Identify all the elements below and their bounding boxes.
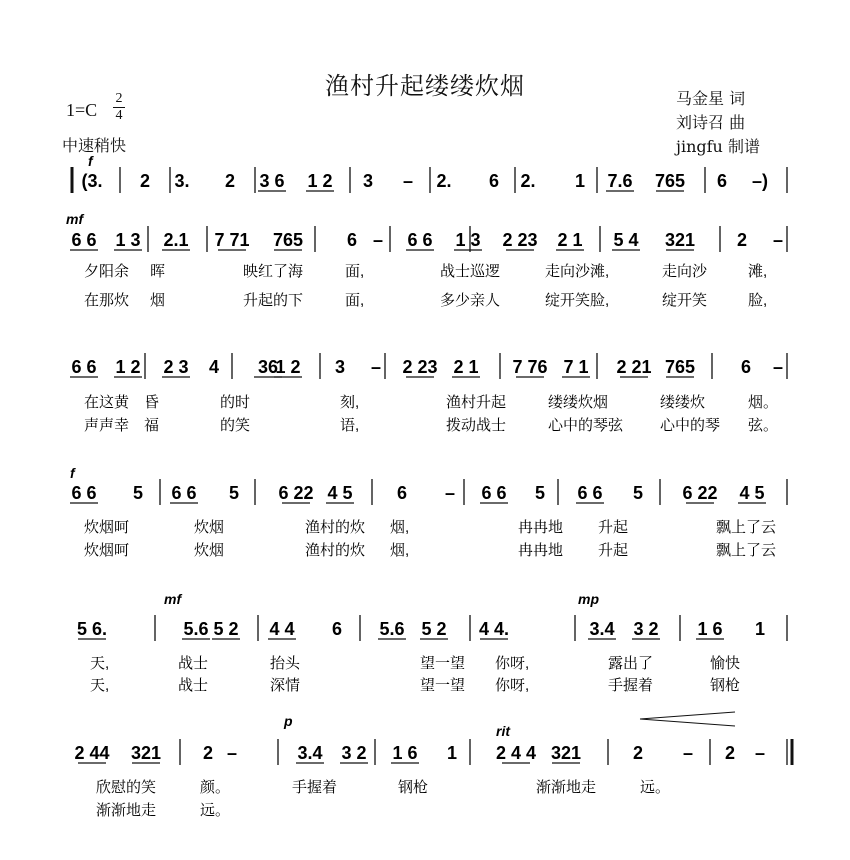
note-group: 4 5 <box>739 483 765 503</box>
note-group: 6 6 <box>71 230 97 250</box>
lyric-syllables: 面, <box>345 263 365 280</box>
note-group: 2 3 <box>163 357 189 377</box>
lyric-syllables: 面, <box>345 292 365 309</box>
lyric-syllables: 的笑 <box>220 417 251 434</box>
lyric-syllables: 走向沙 <box>662 263 708 280</box>
note-group: 321 <box>130 743 162 763</box>
note-group: 5.6 <box>379 619 405 639</box>
note-group: 321 <box>664 230 696 250</box>
note-group: 2 4 4 <box>495 743 537 763</box>
lyric-syllables: 战士 <box>178 655 209 672</box>
lyric-syllables: 绽开笑 <box>662 292 708 309</box>
lyric-syllables: 映红了海 <box>243 263 304 280</box>
note-group: 6 <box>716 171 728 191</box>
note-group: – <box>772 357 784 377</box>
note-group: 5 <box>534 483 546 503</box>
lyric-syllables: 渐渐地走 <box>96 802 157 819</box>
lyric-syllables: 露出了 <box>608 655 654 672</box>
note-group: – <box>444 483 456 503</box>
note-group: 765 <box>664 357 696 377</box>
note-group: 5 4 <box>613 230 639 250</box>
dynamic-marking: mp <box>578 591 599 607</box>
note-group: – <box>402 171 414 191</box>
note-group: 2 1 <box>557 230 583 250</box>
score-layer <box>66 153 792 819</box>
lyric-syllables: 昏 <box>144 394 160 411</box>
lyric-syllables: 抬头 <box>270 655 301 672</box>
note-group: 2. <box>520 171 536 191</box>
lyric-syllables: 望一望 <box>420 655 466 672</box>
note-group: 1 3 <box>455 230 481 250</box>
note-group: 6 22 <box>682 483 718 503</box>
note-group: 6 6 <box>481 483 507 503</box>
note-group: 1 2 <box>115 357 141 377</box>
note-group: 3 6 <box>259 171 285 191</box>
note-group: 2 <box>632 743 644 763</box>
note-group: 3 <box>334 357 346 377</box>
time-signature-bottom: 4 <box>115 108 123 123</box>
note-group: 2 <box>139 171 151 191</box>
note-group: 5 6. <box>76 619 108 639</box>
lyric-syllables: 天, <box>90 655 110 672</box>
lyric-syllables: 手握着 <box>608 677 654 694</box>
dynamic-marking: mf <box>164 591 182 607</box>
note-group: 2 <box>736 230 748 250</box>
dynamic-marking: rit <box>496 723 510 739</box>
note-group: 7 76 <box>512 357 548 377</box>
lyric-syllables: 烟, <box>390 542 410 559</box>
note-group: – <box>372 230 384 250</box>
lyric-syllables: 烟。 <box>748 394 779 411</box>
note-group: 6 6 <box>171 483 197 503</box>
lyric-syllables: 渔村的炊 <box>305 519 366 536</box>
time-signature-top: 2 <box>115 91 123 106</box>
lyric-syllables: 烟, <box>390 519 410 536</box>
note-group: 5 <box>228 483 240 503</box>
note-group: 2 <box>224 171 236 191</box>
note-group: 3.4 <box>589 619 615 639</box>
lyric-syllables: 走向沙滩, <box>545 263 610 280</box>
note-group: (3. <box>81 171 103 191</box>
lyric-syllables: 绽开笑脸, <box>545 292 610 309</box>
lyric-syllables: 天, <box>90 677 110 694</box>
lyric-syllables: 缕缕炊烟 <box>548 394 609 411</box>
lyric-syllables: 你呀, <box>495 677 530 694</box>
lyric-syllables: 渔村的炊 <box>305 542 366 559</box>
note-group: 5 2 <box>421 619 447 639</box>
note-group: 4 <box>208 357 220 377</box>
note-group: 6 <box>488 171 500 191</box>
lyric-syllables: 渔村升起 <box>446 394 507 411</box>
lyric-syllables: 手握着 <box>292 779 338 796</box>
note-group: 4 5 <box>327 483 353 503</box>
note-group: 321 <box>550 743 582 763</box>
lyric-syllables: 渐渐地走 <box>536 779 597 796</box>
note-group: 1 <box>754 619 766 639</box>
note-group: 765 <box>654 171 686 191</box>
composer-credit: 刘诗召 曲 <box>676 113 746 132</box>
note-group: 2.1 <box>163 230 189 250</box>
lyric-syllables: 炊烟呵 <box>84 519 130 536</box>
note-group: 4 4 <box>269 619 295 639</box>
note-group: 2 1 <box>453 357 479 377</box>
dynamic-marking: p <box>284 713 293 729</box>
lyric-syllables: 冉冉地 <box>518 519 564 536</box>
note-group: 1 3 <box>115 230 141 250</box>
note-group: 6 <box>740 357 752 377</box>
lyric-syllables: 升起的下 <box>243 292 304 309</box>
lyric-syllables: 福 <box>144 417 160 434</box>
lyric-syllables: 的时 <box>220 394 251 411</box>
lyric-syllables: 战士 <box>178 677 209 694</box>
lyric-syllables: 缕缕炊 <box>660 394 706 411</box>
note-group: 5 <box>632 483 644 503</box>
lyric-syllables: 拨动战士 <box>446 417 507 434</box>
lyric-syllables: 望一望 <box>420 677 466 694</box>
lyric-syllables: 多少亲人 <box>440 292 501 309</box>
note-group: 6 <box>346 230 358 250</box>
lyric-syllables: 冉冉地 <box>518 542 564 559</box>
lyric-syllables: 炊烟 <box>194 519 225 536</box>
note-group: 6 6 <box>577 483 603 503</box>
dynamic-marking: mf <box>66 211 84 227</box>
note-group: 1 6 <box>697 619 723 639</box>
note-group: 2 <box>202 743 214 763</box>
note-group: 7 1 <box>563 357 589 377</box>
lyric-syllables: 欣慰的笑 <box>96 779 157 796</box>
lyric-syllables: 飘上了云 <box>716 542 777 559</box>
note-group: 6 22 <box>278 483 314 503</box>
decrescendo-hairpin <box>640 712 735 719</box>
decrescendo-hairpin <box>640 719 735 726</box>
lyric-syllables: 升起 <box>598 542 629 559</box>
note-group: – <box>370 357 382 377</box>
lyric-syllables: 晖 <box>150 263 166 280</box>
note-group: 765 <box>272 230 304 250</box>
lyric-syllables: 你呀, <box>495 655 530 672</box>
note-group: 5.6 <box>183 619 209 639</box>
lyric-syllables: 声声幸 <box>84 417 130 434</box>
lyric-syllables: 愉快 <box>710 655 741 672</box>
note-group: 2 21 <box>616 357 652 377</box>
note-group: 6 <box>331 619 343 639</box>
note-group: 6 6 <box>71 357 97 377</box>
lyric-syllables: 滩, <box>748 263 768 280</box>
note-group: 1 <box>574 171 586 191</box>
note-group: 1 2 <box>275 357 301 377</box>
lyric-syllables: 钢枪 <box>398 779 429 796</box>
lyric-syllables: 在那炊 <box>84 292 130 309</box>
song-title: 渔村升起缕缕炊烟 <box>325 72 525 100</box>
dynamic-marking: f <box>70 465 75 481</box>
key-signature: 1=C <box>66 100 98 120</box>
note-group: 3.4 <box>297 743 323 763</box>
tempo-marking: 中速稍快 <box>62 136 127 155</box>
lyric-syllables: 钢枪 <box>710 677 741 694</box>
note-group: – <box>226 743 238 763</box>
lyric-syllables: 夕阳余 <box>84 263 130 280</box>
note-group: 3 2 <box>341 743 367 763</box>
note-group: 1 2 <box>307 171 333 191</box>
lyricist-credit: 马金星 词 <box>676 89 746 108</box>
lyric-syllables: 心中的琴弦 <box>548 417 624 434</box>
lyric-syllables: 炊烟呵 <box>84 542 130 559</box>
note-group: 3. <box>174 171 190 191</box>
lyric-syllables: 在这黄 <box>84 394 130 411</box>
note-group: 7.6 <box>607 171 633 191</box>
note-group: 3 2 <box>633 619 659 639</box>
lyric-syllables: 深情 <box>270 677 301 694</box>
note-group: 6 <box>396 483 408 503</box>
note-group: 6 6 <box>407 230 433 250</box>
note-group: 5 <box>132 483 144 503</box>
note-group: 1 <box>446 743 458 763</box>
note-group: 2 23 <box>502 230 538 250</box>
note-group: 3 <box>362 171 374 191</box>
note-group: 7 71 <box>214 230 250 250</box>
note-group: 1 6 <box>392 743 418 763</box>
note-group: –) <box>751 171 769 191</box>
note-group: – <box>754 743 766 763</box>
lyric-syllables: 颜。 <box>200 779 231 796</box>
note-group: – <box>682 743 694 763</box>
note-group: – <box>772 230 784 250</box>
note-group: 36 <box>257 357 279 377</box>
dynamic-marking: f <box>88 153 93 169</box>
lyric-syllables: 心中的琴 <box>660 417 721 434</box>
lyric-syllables: 语, <box>340 417 360 434</box>
note-group: 2. <box>436 171 452 191</box>
note-group: 4 4. <box>478 619 510 639</box>
note-group: 2 44 <box>74 743 110 763</box>
lyric-syllables: 战士巡逻 <box>440 263 501 280</box>
transcriber-credit: jingfu 制谱 <box>676 137 760 156</box>
lyric-syllables: 刻, <box>340 394 360 411</box>
note-group: 5 2 <box>213 619 239 639</box>
lyric-syllables: 弦。 <box>748 417 779 434</box>
lyric-syllables: 远。 <box>640 779 671 796</box>
lyric-syllables: 飘上了云 <box>716 519 777 536</box>
lyric-syllables: 烟 <box>150 292 166 309</box>
note-group: 6 6 <box>71 483 97 503</box>
lyric-syllables: 升起 <box>598 519 629 536</box>
lyric-syllables: 远。 <box>200 802 231 819</box>
lyric-syllables: 脸, <box>748 292 768 309</box>
note-group: 2 23 <box>402 357 438 377</box>
lyric-syllables: 炊烟 <box>194 542 225 559</box>
note-group: 2 <box>724 743 736 763</box>
